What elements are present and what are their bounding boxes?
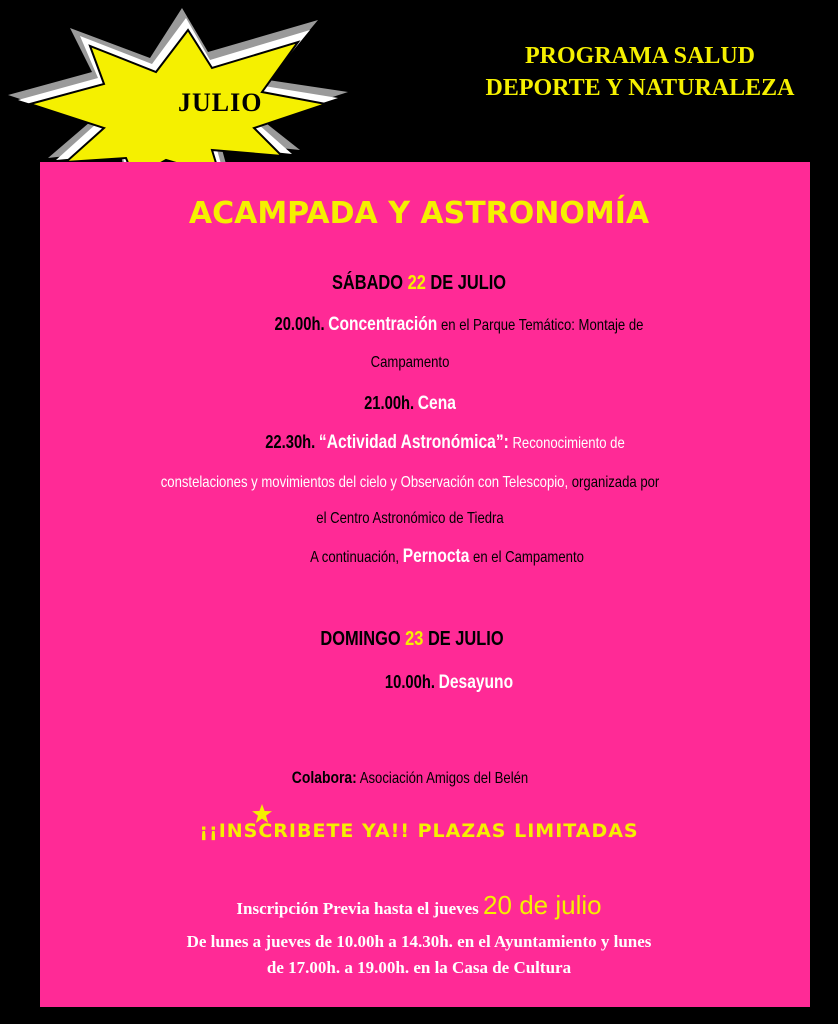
registration-line-2: De lunes a jueves de 10.00h a 14.30h. en el Ayuntamiento y lunes — [186, 932, 652, 951]
saturday-event-1 — [115, 314, 802, 336]
saturday-number: 22 — [407, 272, 426, 294]
event-colon: : — [503, 432, 509, 453]
saturday-event-3-cont — [66, 474, 753, 492]
saturday-event-3-org: el Centro Astronómico de Tiedra — [316, 510, 504, 527]
inscribe-banner: ¡¡INSCRIBETE YA!! PLAZAS LIMITADAS — [199, 820, 639, 842]
event-detail-organized: organizada por — [568, 474, 660, 491]
registration-text: Inscripción Previa hasta el jueves — [236, 899, 484, 918]
event-name: Pernocta — [402, 546, 470, 567]
event-time: 20.00h. — [274, 314, 325, 334]
program-line-2: DEPORTE Y NATURALEZA — [485, 75, 795, 101]
event-title: ACAMPADA Y ASTRONOMÍA — [188, 196, 650, 231]
event-time: 10.00h. — [384, 672, 435, 692]
sunday-heading — [68, 628, 755, 651]
month-label: JULIO — [178, 88, 263, 117]
collaborator-name: Asociación Amigos del Belén — [356, 770, 529, 787]
saturday-heading — [75, 272, 762, 295]
event-detail: A continuación, — [310, 549, 403, 566]
event-name: “Actividad Astronómica” — [318, 432, 504, 453]
event-name: Concentración — [328, 314, 438, 335]
sunday-event-1 — [105, 672, 792, 694]
program-line-1: PROGRAMA SALUD — [524, 43, 755, 69]
event-detail: constelaciones y movimientos del cielo y Observación con Telescopio, — [160, 474, 569, 491]
saturday-day: SÁBADO — [331, 272, 408, 294]
registration-line-3: de 17.00h. a 19.00h. en la Casa de Cultura — [266, 958, 572, 977]
event-name: Desayuno — [438, 672, 514, 693]
saturday-event-4 — [103, 546, 790, 568]
event-detail: en el Parque Temático: Montaje de — [437, 317, 644, 334]
registration-line-1 — [0, 890, 838, 921]
saturday-event-3 — [101, 432, 788, 454]
event-time: 21.00h. — [364, 393, 415, 413]
sunday-number: 23 — [405, 628, 424, 650]
event-detail: Reconocimiento de — [508, 435, 625, 452]
collaborator-label: Colabora: — [291, 768, 357, 787]
sunday-month: DE JULIO — [423, 628, 504, 650]
sunday-day: DOMINGO — [320, 628, 406, 650]
collaborator-line — [66, 768, 753, 788]
event-detail: en el Campamento — [469, 549, 584, 566]
saturday-month: DE JULIO — [425, 272, 507, 294]
event-time: 22.30h. — [265, 432, 316, 452]
registration-date: 20 de julio — [483, 890, 602, 920]
program-title — [430, 40, 838, 104]
saturday-event-2 — [66, 393, 753, 415]
event-name: Cena — [417, 393, 456, 414]
saturday-event-1-cont: Campamento — [370, 354, 450, 371]
